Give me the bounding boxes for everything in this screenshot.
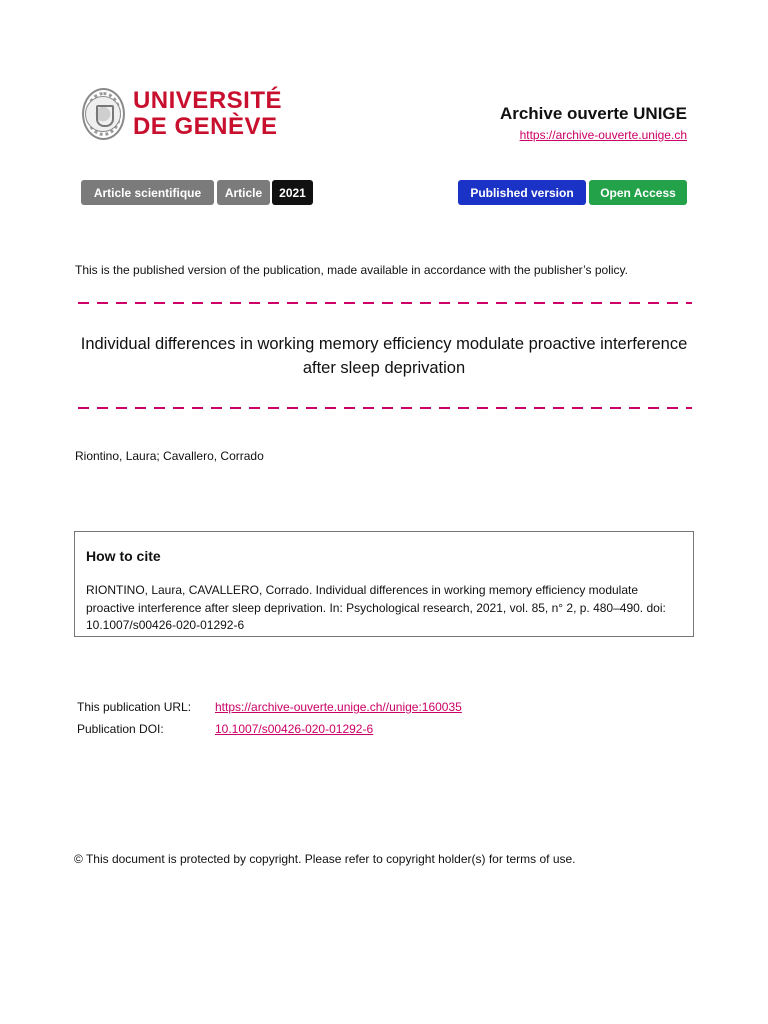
divider-top <box>78 302 692 304</box>
university-logo <box>82 84 282 144</box>
badge-year: 2021 <box>272 180 313 205</box>
archive-title: Archive ouverte UNIGE <box>499 104 687 123</box>
publication-doi-link[interactable]: 10.1007/s00426-020-01292-6 <box>215 722 374 736</box>
publication-title: Individual differences in working memory efficiency modulate proactive interference after sleep deprivation <box>80 335 688 377</box>
badge-article-type: Article scientifique <box>81 180 214 205</box>
citation-heading: How to cite <box>86 548 161 564</box>
citation-text: RIONTINO, Laura, CAVALLERO, Corrado. Individual differences in working memory efficiency modulate proactive interference after sleep deprivation. In: Psychological research, 2021, vol. 85, n° 2, p. 480–490. doi: 10.1007/s00426-020-01292-6 <box>86 583 666 632</box>
badge-open-access: Open Access <box>589 180 687 205</box>
archive-link[interactable]: https://archive-ouverte.unige.ch <box>519 128 687 142</box>
logo-line-1: UNIVERSITÉ <box>132 87 282 114</box>
divider-bottom <box>78 407 692 409</box>
authors: Riontino, Laura; Cavallero, Corrado <box>75 449 264 463</box>
logo-line-2: DE GENÈVE <box>132 113 278 140</box>
publication-doi-label: Publication DOI: <box>77 722 164 736</box>
university-name <box>133 88 282 140</box>
publication-url-label: This publication URL: <box>77 700 192 714</box>
badge-article-subtype: Article <box>217 180 270 205</box>
citation-box <box>74 531 694 637</box>
university-seal-icon <box>82 88 125 140</box>
copyright-notice: © This document is protected by copyright. Please refer to copyright holder(s) for terms of use. <box>74 852 576 866</box>
badge-published-version: Published version <box>458 180 586 205</box>
publication-policy-note: This is the published version of the publication, made available in accordance with the publisher’s policy. <box>75 263 628 277</box>
publication-url-link[interactable]: https://archive-ouverte.unige.ch//unige:160035 <box>215 700 462 714</box>
